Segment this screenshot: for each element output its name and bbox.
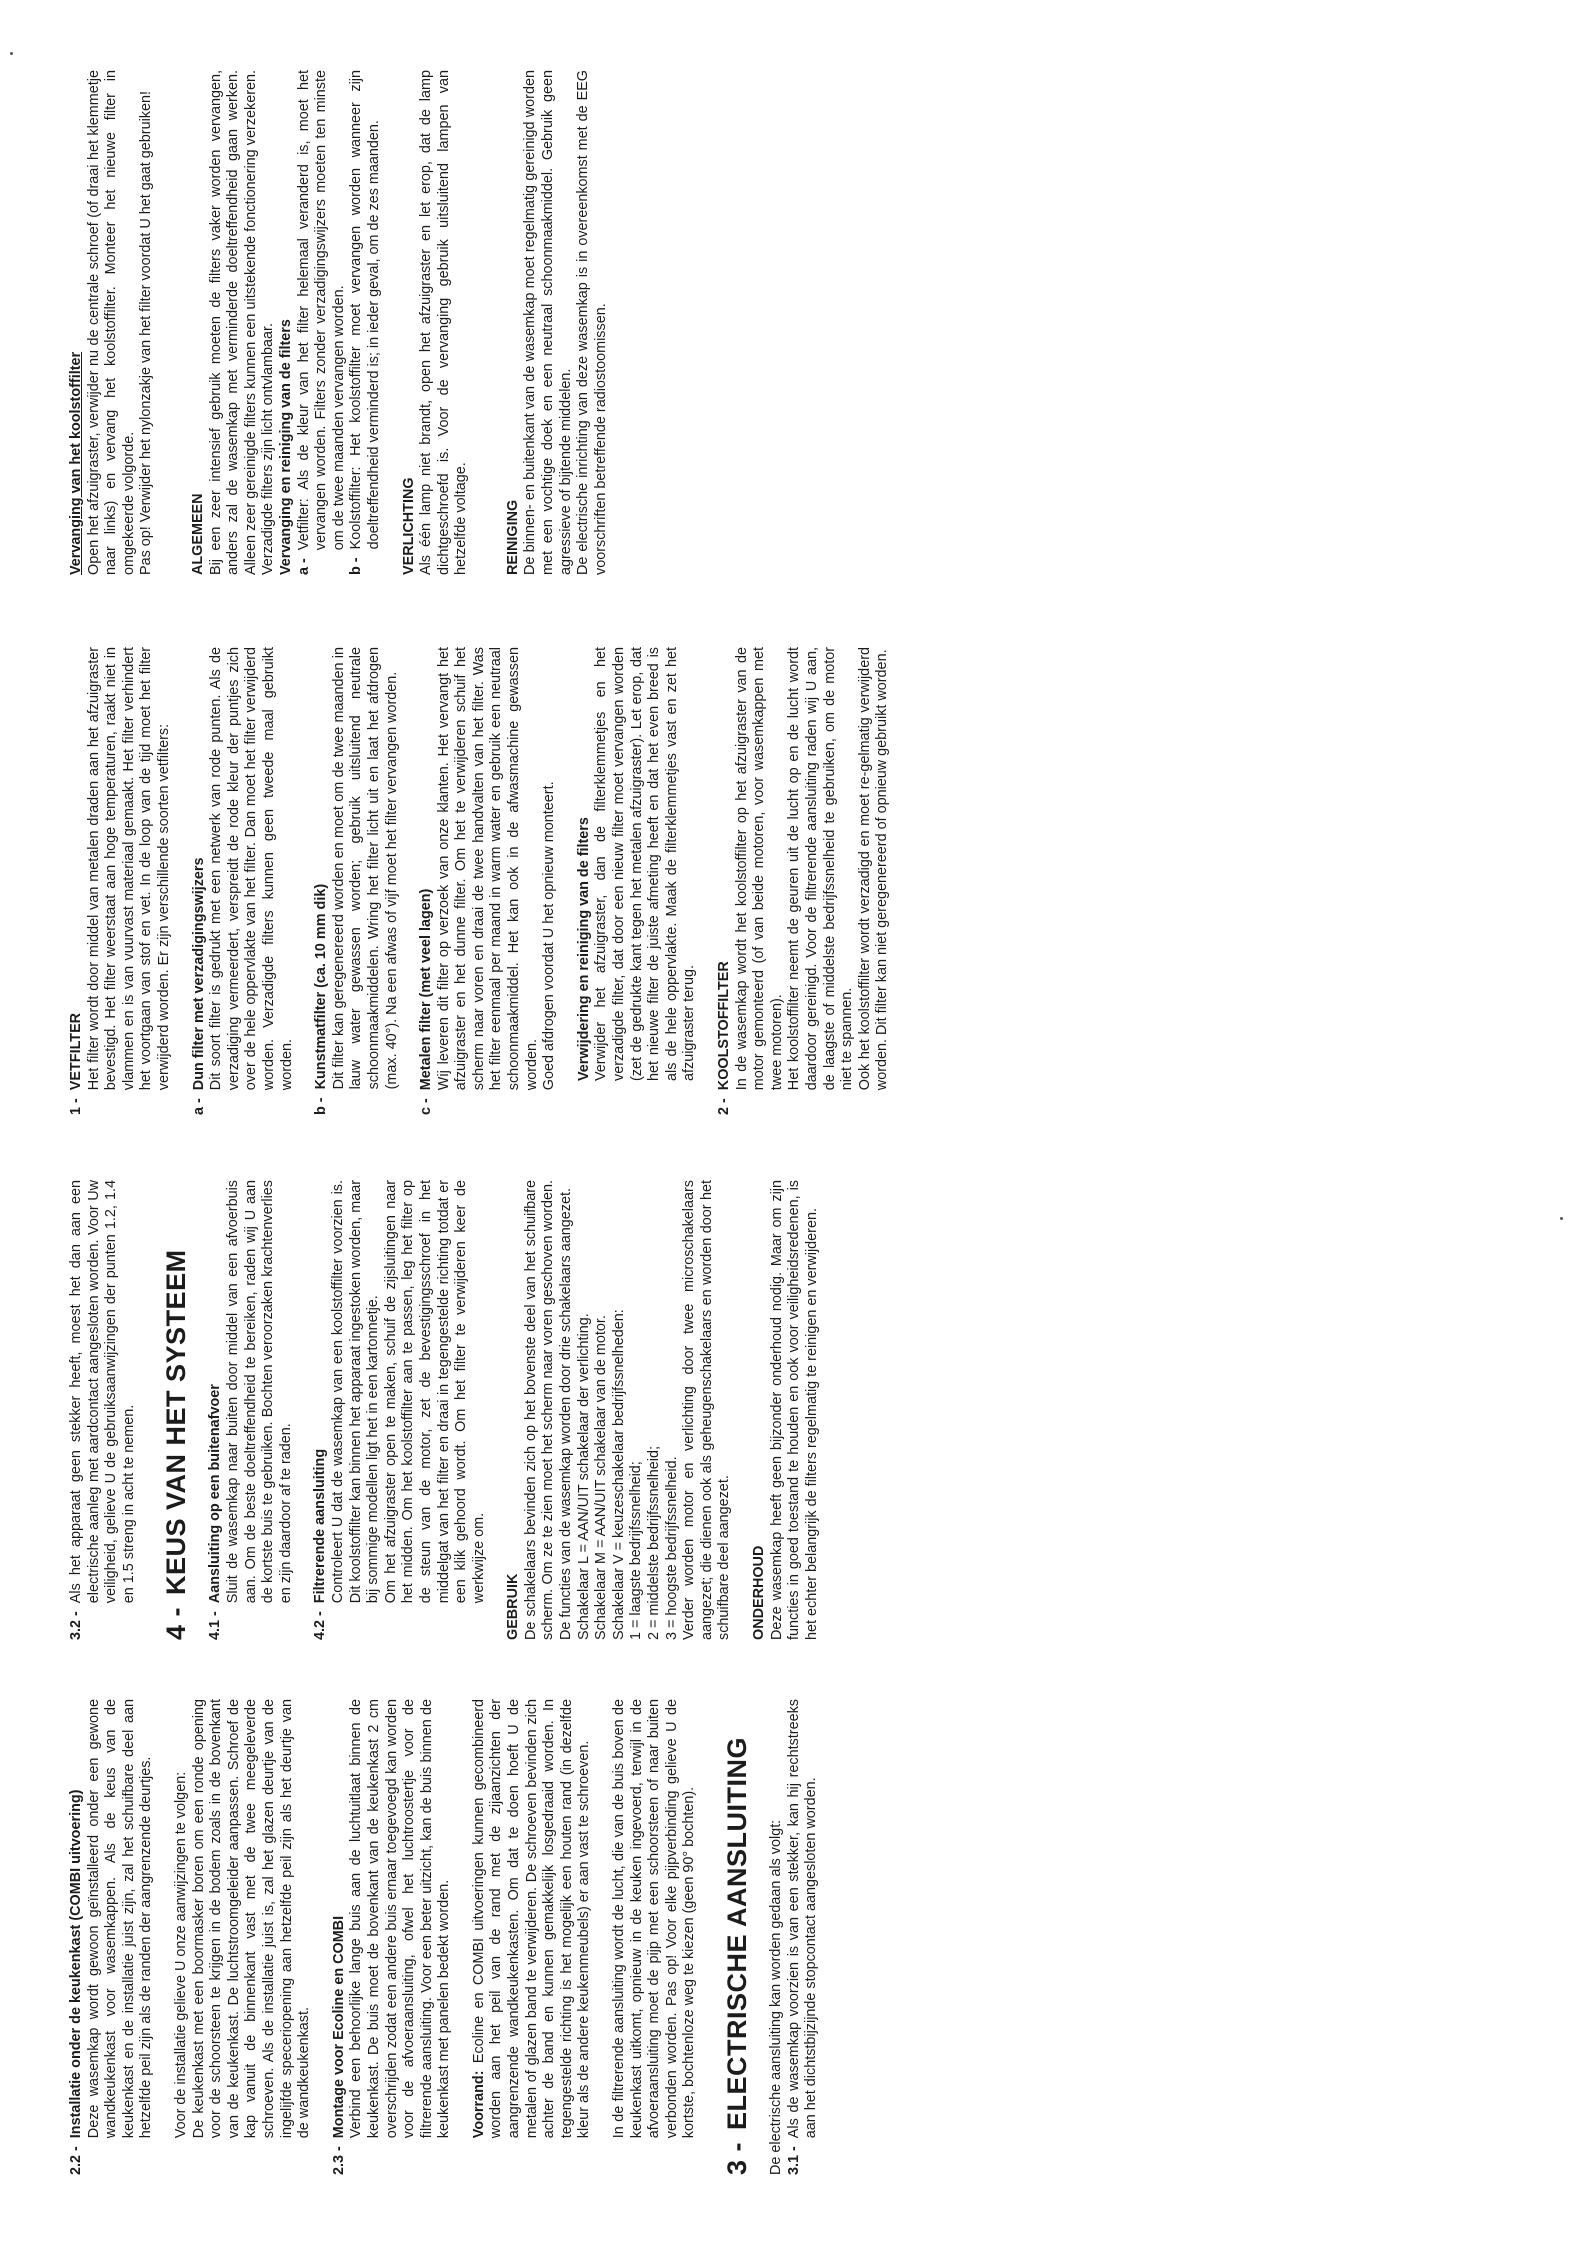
item-title: Dun filter met verzadigingswijzers [190,857,207,1091]
paragraph: Het koolstoffilter neemt de geuren uit de lucht op en de lucht wordt daardoor gereinigd. Voor de filtrerende aansluiting raden wij U aan, de laagste of middelste bedrijfssnelheid te gebruiken, om de motor niet te spannen. [786,647,856,1091]
speed-list [628,1180,681,1640]
switch-v-text: Schakelaar V = keuzeschakelaar bedrijfssnelheden: [610,1309,627,1640]
section-title: Aansluiting op een buitenafvoer [207,1384,224,1604]
heading-title: ELECTRISCHE AANSLUITING [722,1736,752,2130]
paragraph: De electrische inrichting van deze wasemkap is in overeenkomst met de EEG voorschriften betreffende radiostoomissen. [575,70,609,575]
section-2-2 [68,1699,331,2175]
paragraph [471,1699,594,2138]
paragraph: De keukenkast met een boormasker boren om een ronde opening voor de schoorsteen te krijgen in de bodem zoals in de bovenkant van de keukenkast. De luchtstroomgeleider aanpassen. Schroef de kap vanuit de binnenkant vast met de twee meegeleverde schroeven. Als de installatie juist is, zal het glazen deurtje van de ingelijfde speceriopening aan hetzelfde peil zijn als het deurtje van de wandkeukenkast. [190,1699,313,2139]
section-title: Vervanging van het koolstoffilter [68,351,84,575]
section-number: 2.3 - [330,2146,347,2175]
section-title: Filtrerende aansluiting [312,1448,329,1604]
section-2-3 [331,1699,716,2175]
paragraph: Als het apparaat geen stekker heeft, moest het dan aan een electrische aanleg met aardcontact aangesloten worden. Voor Uw veiligheid, gelieve U de gebruiksaanwijzingen der punten 1.2, 1.4 en 1.5 streng in acht te nemen. [68,1180,137,1604]
section-number: 2.2 - [68,2146,84,2175]
paragraph: Koolstoffilter: Het koolstoffilter moet vervangen worden wanneer zijn doeltreffendheid verminderd is; in ieder geval, om de zes maanden. [348,70,382,550]
section-title: Montage voor Ecoline en COMBI [330,1915,347,2139]
heading-number: 3 - [722,2141,752,2175]
section-title: KOOLSTOFFILTER [716,961,732,1091]
section-2 [716,647,892,1115]
section-number: 3.1 - [785,2146,802,2175]
paragraph: Vetfilter: Als de kleur van het filter helemaal veranderd is, moet het vervangen worden. Filters zonder verzadigingswijzers moeten ten minste om de twee maanden vervangen worden. [295,70,347,551]
paragraph: Goed afdrogen voordat U het opnieuw monteert. [541,781,558,1091]
paragraph: Deze wasemkap heeft geen bijzonder onderhoud nodig. Maar om zijn functies in goed toestand te houden en ook voor veiligheidsredenen, is het echter belangrijk de filters regelmatig te reinigen en verwijderen. [768,1180,820,1640]
section-3-2 [68,1180,155,1640]
paragraph: In de wasemkap wordt het koolstoffilter op het afzuigraster van de motor gemonteerd (of van beide motoren, voor wasemkappen met twee motoren). [733,647,785,1091]
item-letter: c - [418,1098,435,1115]
paragraph: Ook het koolstoffilter wordt verzadigd en moet re-gelmatig verwijderd worden. Dit filter kan niet geregenereerd of opnieuw gebruikt worden. [856,647,891,1091]
section-4-2 [312,1180,505,1640]
removal-block [576,647,699,1115]
item-title: Kunstmatfilter (ca. 10 mm dik) [313,883,330,1090]
paragraph: Het filter wordt door middel van metalen draden aan het afzuigraster bevestigd. Het filter weerstaat aan hoge temperaturen, raakt niet in vlammen en is van vuurvast materiaal gemaakt. Het filter verhindert het voortgaan van stof en vet. In de loop van de tijd moet het filter verwijderd worden. Er zijn verschillende soorten vetfilters: [85,647,172,1091]
item-letter: b - [348,557,365,575]
paragraph: Bij een zeer intensief gebruik moeten de filters vaker worden vervangen, anders zal de wasemkap met verminderde doeltreffendheid gaan werken. Alleen zeer gereinigde filters kunnen een uitstekende fonctionering verzekeren. Verzadigde filters zijn licht ontvlambaar. [207,70,277,575]
section-1 [68,647,191,1115]
paragraph: Deze wasemkap wordt gewoon geïnstalleerd onder een gewone wandkeukenkast voor wasemkappen. Als de keus van de keukenkast en de installatie juist zijn, zal het schuifbare deel aan hetzelfde peil zijn als de randen der aangrenzende deurtjes. [85,1699,155,2139]
heading-title: KEUS VAN HET SYSTEEM [161,1249,192,1595]
item-title: Metalen filter (met veel lagen) [418,888,435,1091]
paragraph-text: Ecoline en COMBI uitvoeringen kunnen gecombineerd worden aan het peil van de rand met de zijaanzichten der aangrenzende wandkeukenkasten. Om dat te doen hoeft U de metalen of glazen band te verwijderen. De schroeven bevinden zich achter de band en kunnen gemakkelijk losgedraaid worden. In tegengestelde richting is het mogelijk een houten rand (in dezelfde kleur als de andere keukenmeubels) er aan vast te schroeven. [470,1699,593,2139]
section-title-onderhoud: ONDERHOUD [751,1545,767,1640]
section-title-verlichting: VERLICHTING [400,477,417,575]
paragraph: De schakelaars bevinden zich op het bovenste deel van het schuifbare scherm. Om ze te zien moet het scherm naar voren geschoven worden. De functies van de wasemkap worden door drie schakelaars aangezet. [522,1180,575,1640]
item-a [191,647,314,1115]
paragraph: Voor de installatie gelieve U onze aanwijzingen te volgen: [172,1771,189,2139]
list-item: 1 = laagste bedrijfssnelheid; [628,1461,645,1640]
item-b [348,70,383,575]
item-a [296,70,349,575]
column-4 [68,70,610,575]
item-b [313,647,418,1115]
inline-bold: Voorrand: [470,2070,487,2139]
paragraph: Verbind een behoorlijke lange buis aan de luchtuitlaat binnen de keukenkast. De buis moet de bovenkant van de keukenkast 2 cm overschrijden zodat een andere buis ernaar toegevoegd kan worden voor de afvoeraansluiting, ofwel het luchtroostertje voor de filtrerende aansluiting. Voor een beter uitzicht, kan de buis binnen de keukenkast met panelen bedekt worden. [348,1699,453,2139]
scan-mark [10,52,13,55]
paragraph: In de filtrerende aansluiting wordt de lucht, die van de buis boven de keukenkast uitkomt, opnieuw in de keuken ingevoerd, terwijl in de afvoeraansluiting moet de pijp met een schoorsteen of naar buiten verbonden worden. Pas op! Voor elke pijpverbinding gelieve U de kortste, bochtenloze weg te kiezen (geen 90° bochten). [611,1699,698,2139]
section-number: 4.2 - [312,1611,329,1640]
section-3-1 [786,1699,821,2175]
item-letter: a - [295,558,312,575]
column-2 [68,1180,838,1640]
column-3 [68,647,892,1115]
list-item: 2 = middelste bedrijfssnelheid; [646,1446,663,1640]
paragraph: Pas op! Verwijder het nylonzakje van het filter voordat U het gaat gebruiken! [138,91,155,575]
heading-4 [159,1180,193,1640]
paragraph: Wij leveren dit filter op verzoek van onze klanten. Het vervangt het afzuigraster en het dunne filter. Om het te verwijderen schuif het scherm naar voren en draai de twee handvalten van het filter. Was het filter eenmaal per maand in warm water en gebruik een neutraal schoonmaakmiddel. Het kan ook in de afwasmachine gewassen worden. [435,647,540,1091]
paragraph: De binnen- en buitenkant van de wasemkap moet regelmatig gereinigd worden met een vochtige doek en een neutraal schoonmaakmiddel. Gebruik geen agressieve of bijtende middelen. [522,70,574,575]
section-number: 3.2 - [68,1611,84,1640]
paragraph: Open het afzuigraster, verwijder nu de centrale schroef (of draai het klemmetje naar links) en vervang het koolstoffilter. Monteer het nieuwe filter in omgekeerde volgorde. [85,70,137,575]
section-title-reiniging: REINIGING [504,499,521,575]
paragraph: Dit soort filter is gedrukt met een netwerk van rode punten. Als de verzadiging vermeerdert, verspreidt de rode kleur der puntjes zich over de hele oppervlakte van het filter. Dan moet het filter verwijderd worden. Verzadigde filters kunnen geen tweede maal gebruikt worden. [208,647,295,1091]
switch-m-text: Schakelaar M = AAN/UIT schakelaar van de motor. [593,1315,610,1640]
section-number: 1 - [68,1098,84,1115]
section-title-algemeen: ALGEMEEN [189,493,206,575]
paragraph: Controleert U dat de wasemkap van een koolstoffilter voorzien is. Dit koolstoffilter kan binnen het apparaat ingestoken worden, maar bij sommige modellen ligt het in een kartonnetje. [329,1180,382,1604]
heading-number: 4 - [161,1606,192,1640]
paragraph: De electrische aansluiting kan worden gedaan als volgt: [768,1819,784,2175]
section-title: VETFILTER [68,1012,84,1091]
section-title: Installatie onder de keukenkast (COMBI uitvoering) [68,1789,84,2139]
item-letter: a - [190,1098,207,1115]
section-title: Vervanging en reiniging van de filters [277,319,294,575]
scan-mark [1560,1217,1563,1220]
list-item: 3 = hoogste bedrijfssnelheid. [663,1456,680,1640]
section-number: 4.1 - [207,1611,224,1640]
switch-l-text: Schakelaar L = AAN/UIT schakelaar der verlichting. [575,1313,592,1640]
heading-3 [720,1699,754,2175]
section-title: Verwijdering en reiniging van de filters [575,817,592,1081]
paragraph: Als de wasemkap voorzien is van een stekker, kan hij rechtstreeks aan het dichtstbijzijnde stopcontact aangesloten worden. [785,1699,820,2139]
paragraph: Verwijder het afzuigraster, dan de filterklemmetjes en het verzadigde filter, dat door een nieuw filter moet vervangen worden (zet de gedrukte kant tegen het metalen afzuigraster). Let erop, dat het nieuwe filter de juiste afmeting heeft en dat het even breed is als de hele oppervlakte. Maak de filterklemmetjes vast en zet het afzuigraster terug. [593,647,698,1081]
section-4-1 [207,1180,312,1640]
paragraph: Sluit de wasemkap naar buiten door middel van een afvoerbuis aan. Om de beste doeltreffendheid te bereiken, raden wij U aan de kortste buis te gebruiken. Bochten veroorzaken krachtenverlies en zijn daardoor af te raden. [224,1180,294,1604]
column-1 [68,1699,821,2175]
item-c [418,647,576,1115]
item-letter: b - [313,1097,330,1115]
section-title-gebruik: GEBRUIK [505,1573,522,1640]
paragraph: Dit filter kan geregenereerd worden en moet om de twee maanden in lauw water gewassen worden; gebruik uitsluitend neutrale schoonmaakmiddelen. Wring het filter licht uit en laat het afdrogen (max. 40°). Na een afwas of vijf moet het filter vervangen worden. [330,647,400,1090]
paragraph: Als één lamp niet brandt, open het afzuigraster en let erop, dat de lamp dichtgeschroefd is. Voor de vervanging gebruik uitsluitend lampen van hetzelfde voltage. [418,70,470,575]
paragraph: Om het afzuigraster open te maken, schuif de zijsluitingen naar het midden. Om het koolstoffilter aan te passen, leg het filter op de steun van de motor, zet de bevestigingsschroef in het middelgat van het filter en draai in tegengestelde richting totdat er een klik gehoord wordt. Om het filter te verwijderen keer de werkwijze om. [382,1180,487,1604]
paragraph: Verder worden motor en verlichting door twee microschakelaars aangezet; die dienen ook als geheugenschakelaars en worden door het schuifbare deel aangezet. [681,1180,733,1640]
section-number: 2 - [716,1098,732,1115]
